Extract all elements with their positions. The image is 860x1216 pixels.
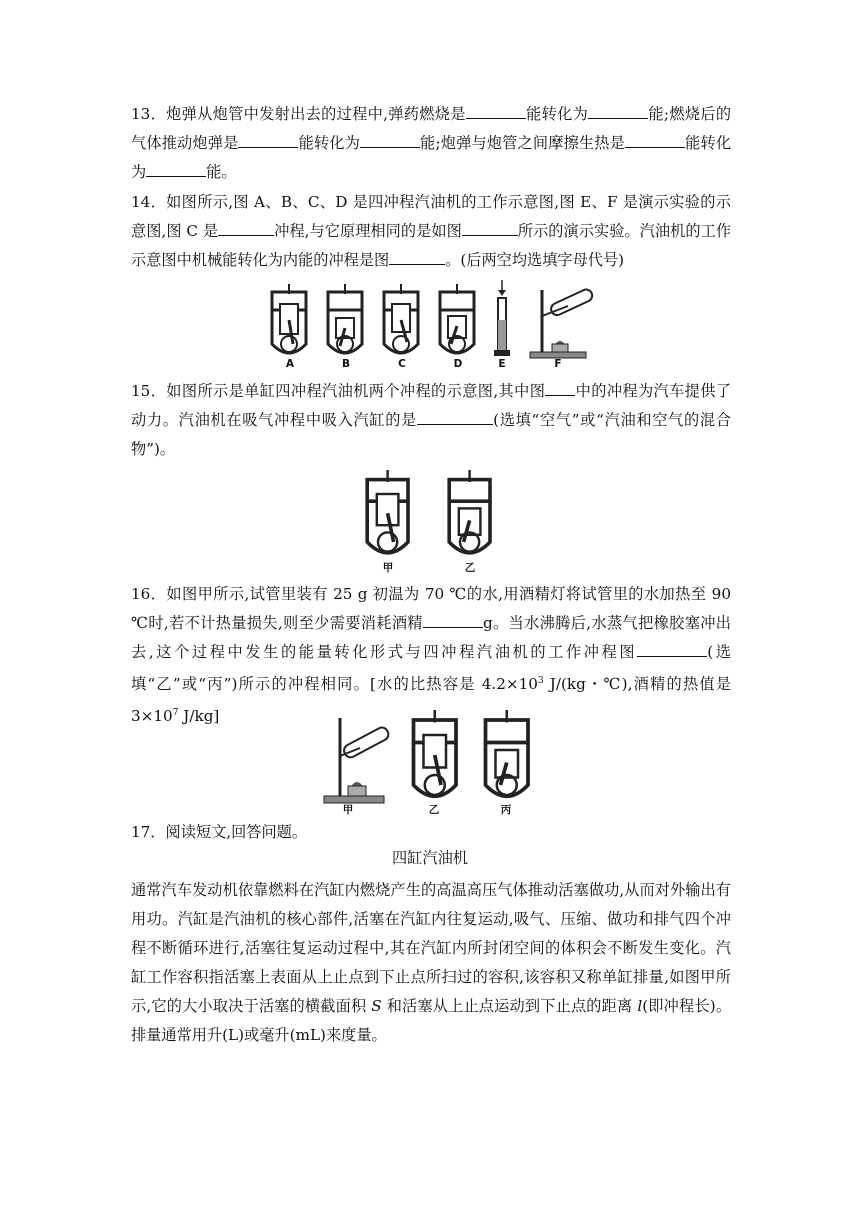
figure-label: 丙 (500, 804, 512, 816)
question-13: 13．炮弹从炮管中发射出去的过程中,弹药燃烧是 能转化为 能;燃烧后的气体推动炮弹是 能转化为 能;炮弹与炮管之间摩擦生热是 能转化为 能。 (131, 105, 732, 181)
question-number: 13． (131, 105, 167, 123)
engine-diagram-bing (486, 710, 529, 796)
answer-blank[interactable] (462, 220, 518, 236)
figure-q16-drawing (318, 708, 538, 816)
engine-diagram-yi (414, 710, 457, 796)
passage-body: 通常汽车发动机依靠燃料在汽缸内燃烧产生的高温高压气体推动活塞做功,从而对外输出有用功。汽缸是汽油机的核心部件,活塞在汽缸内往复运动,吸气、压缩、做功和排气四个冲程不断循环进行,活塞往复运动过程中,其在汽缸内所封闭空间的体积会不断发生变化。汽缸工作容积指活塞上表面从上止点到下止点所扫过的容积,该容积又称单缸排量,如图甲所示,它的大小取决于活塞的横截面积 S 和活塞从上止点运动到下止点的距离 l(即冲程长)。排量通常用升(L)或毫升(mL)来度量。 (131, 881, 732, 1044)
figure-label: B (341, 358, 350, 370)
answer-blank[interactable] (218, 220, 274, 236)
figure-label: 乙 (464, 562, 476, 574)
question-number: 17． (131, 823, 166, 841)
engine-diagram-pair (360, 468, 500, 570)
figure-label: F (554, 358, 562, 370)
figure-label: 甲 (382, 562, 394, 574)
engine-diagram-b (328, 284, 362, 353)
answer-blank[interactable] (146, 161, 206, 177)
test-tube-heating-diagram-jia (324, 718, 390, 803)
figure-q15-engines (360, 468, 500, 574)
question-number: 14． (131, 193, 167, 211)
figure-label: E (498, 358, 506, 370)
figure-q14-engines (258, 280, 608, 372)
passage-title: 四缸汽油机 (392, 849, 468, 867)
answer-blank[interactable] (238, 132, 298, 148)
question-number: 16． (131, 585, 167, 603)
figure-label: 乙 (428, 804, 440, 816)
test-tube-heating-diagram-f (530, 288, 594, 358)
answer-blank[interactable] (417, 409, 493, 425)
figure-q16 (318, 708, 538, 816)
answer-blank[interactable] (466, 103, 526, 119)
engine-diagram-c (384, 284, 418, 353)
compression-tube-diagram-e (494, 280, 510, 356)
question-number: 15． (131, 382, 167, 400)
question-16: 16．如图甲所示,试管里装有 25 g 初温为 70 ℃的水,用酒精灯将试管里的水加热至 90 ℃时,若不计热量损失,则至少需要消耗酒精 g。当水沸腾后,水蒸气把橡胶塞冲出去,这个过程中发生的能量转化形式与四冲程汽油机的工作冲程图 (选填“乙”或“丙”)所示的冲程相同。[水的比热容是 $4.2\times 10^3$ J/(kg・℃),酒精的热值是 $3\times 10^7$ J/kg] (131, 585, 732, 726)
answer-blank[interactable] (389, 249, 445, 265)
engine-diagram-d (440, 284, 474, 353)
question-17: 17．阅读短文,回答问题。 (131, 823, 308, 841)
engine-diagram-yi (449, 470, 490, 553)
question-15: 15．如图所示是单缸四冲程汽油机两个冲程的示意图,其中图 中的冲程为汽车提供了动力。汽油机在吸气冲程中吸入汽缸的是 (选填“空气”或“汽油和空气的混合物”)。 (131, 382, 732, 458)
answer-blank[interactable] (588, 103, 648, 119)
answer-blank[interactable] (423, 612, 483, 628)
engine-diagram-jia (367, 470, 408, 553)
figure-label: 甲 (342, 804, 354, 816)
question-14: 14．如图所示,图 A、B、C、D 是四冲程汽油机的工作示意图,图 E、F 是演示实验的示意图,图 C 是 冲程,与它原理相同的是如图 所示的演示实验。汽油机的工作示意图中机械能转化为内能的冲程是图 。(后两空均选填字母代号) (131, 193, 732, 269)
figure-label: A (285, 358, 295, 370)
figure-label: D (453, 358, 463, 370)
answer-blank[interactable] (545, 380, 575, 396)
answer-blank[interactable] (625, 132, 685, 148)
answer-blank[interactable] (360, 132, 420, 148)
engine-diagram-a (272, 284, 306, 353)
figure-label: C (398, 358, 406, 370)
answer-blank[interactable] (637, 641, 707, 657)
